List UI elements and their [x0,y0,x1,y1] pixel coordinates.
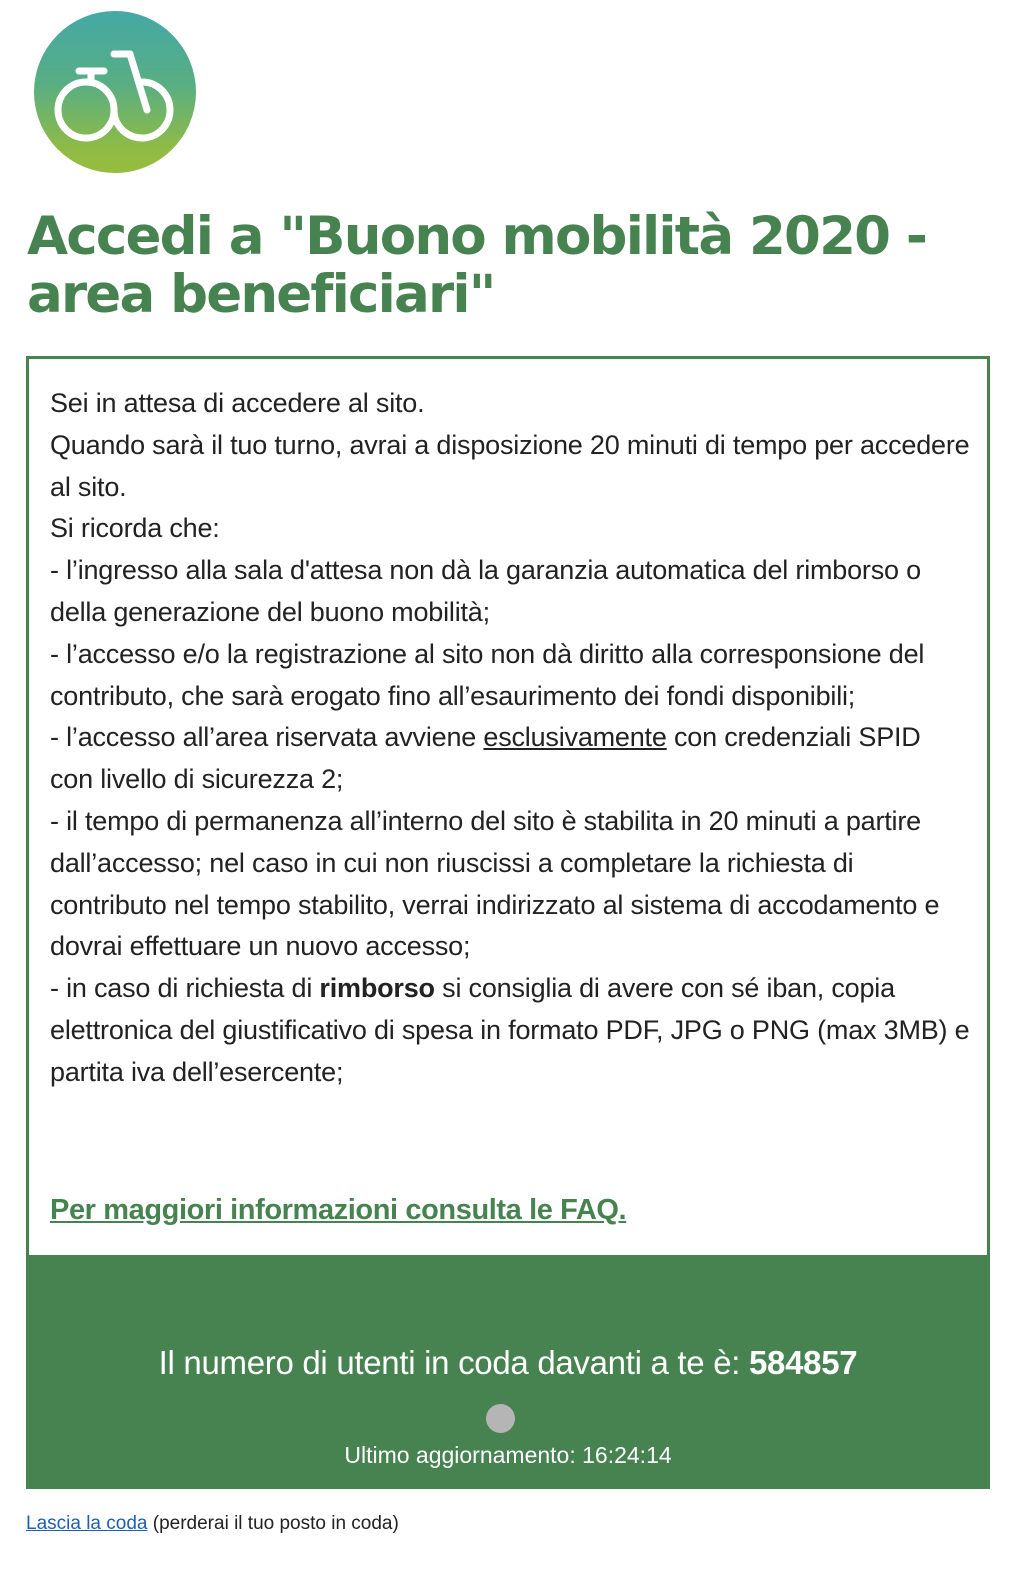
info-text [50,383,970,1094]
info-line: - il tempo di permanenza all’interno del sito è stabilita in 20 minuti a partire dall’accesso; nel caso in cui non riuscissi a completare la richiesta di contributo nel tempo stabilito, verrai indirizzato al sistema di accodamento e dovrai effettuare un nuovo accesso; [50,805,940,962]
info-line [50,968,970,1093]
underlined-emphasis: esclusivamente [483,722,667,753]
bike-logo [34,11,196,173]
page-title: Accedi a "Buono mobilità 2020 - area beneficiari" [27,206,927,325]
leave-queue-note: (perderai il tuo posto in coda) [147,1513,399,1534]
info-line [50,717,970,801]
bold-emphasis: rimborso [319,973,435,1004]
info-text-fragment: - l’accesso all’area riservata avviene [50,722,484,753]
info-text-fragment: - in caso di richiesta di [50,973,320,1004]
footer [26,1513,399,1535]
info-text-fragment: si consiglia di avere con sé iban, copia elettronica del giustificativo di spesa in formato PDF, JPG o PNG (max 3MB) e partita iva dell’esercente; [50,973,970,1087]
last-updated: Ultimo aggiornamento: 16:24:14 [344,1442,672,1468]
info-line: Si ricorda che: [50,513,220,544]
faq-link[interactable]: Per maggiori informazioni consulta le FAQ. [50,1194,627,1226]
queue-label: Il numero di utenti in coda davanti a te è: [158,1344,749,1381]
loading-spinner-icon [486,1404,515,1433]
queue-status-panel [26,1255,990,1489]
queue-position [26,1343,990,1383]
queue-count: 584857 [749,1344,858,1381]
waiting-room-info-box [26,356,990,1255]
info-line: - l’ingresso alla sala d'attesa non dà la garanzia automatica del rimborso o della generazione del buono mobilità; [50,555,921,627]
info-line: - l’accesso e/o la registrazione al sito non dà diritto alla corresponsione del contributo, che sarà erogato fino all’esaurimento dei fondi disponibili; [50,638,925,711]
info-line: Sei in attesa di accedere al sito. [50,388,425,418]
info-line: Quando sarà il tuo turno, avrai a disposizione 20 minuti di tempo per accedere al sito. [50,429,970,502]
info-text-fragment: con credenziali SPID con livello di sicurezza 2; [50,722,921,795]
leave-queue-link[interactable]: Lascia la coda [26,1513,148,1534]
bicycle-icon [34,11,196,173]
